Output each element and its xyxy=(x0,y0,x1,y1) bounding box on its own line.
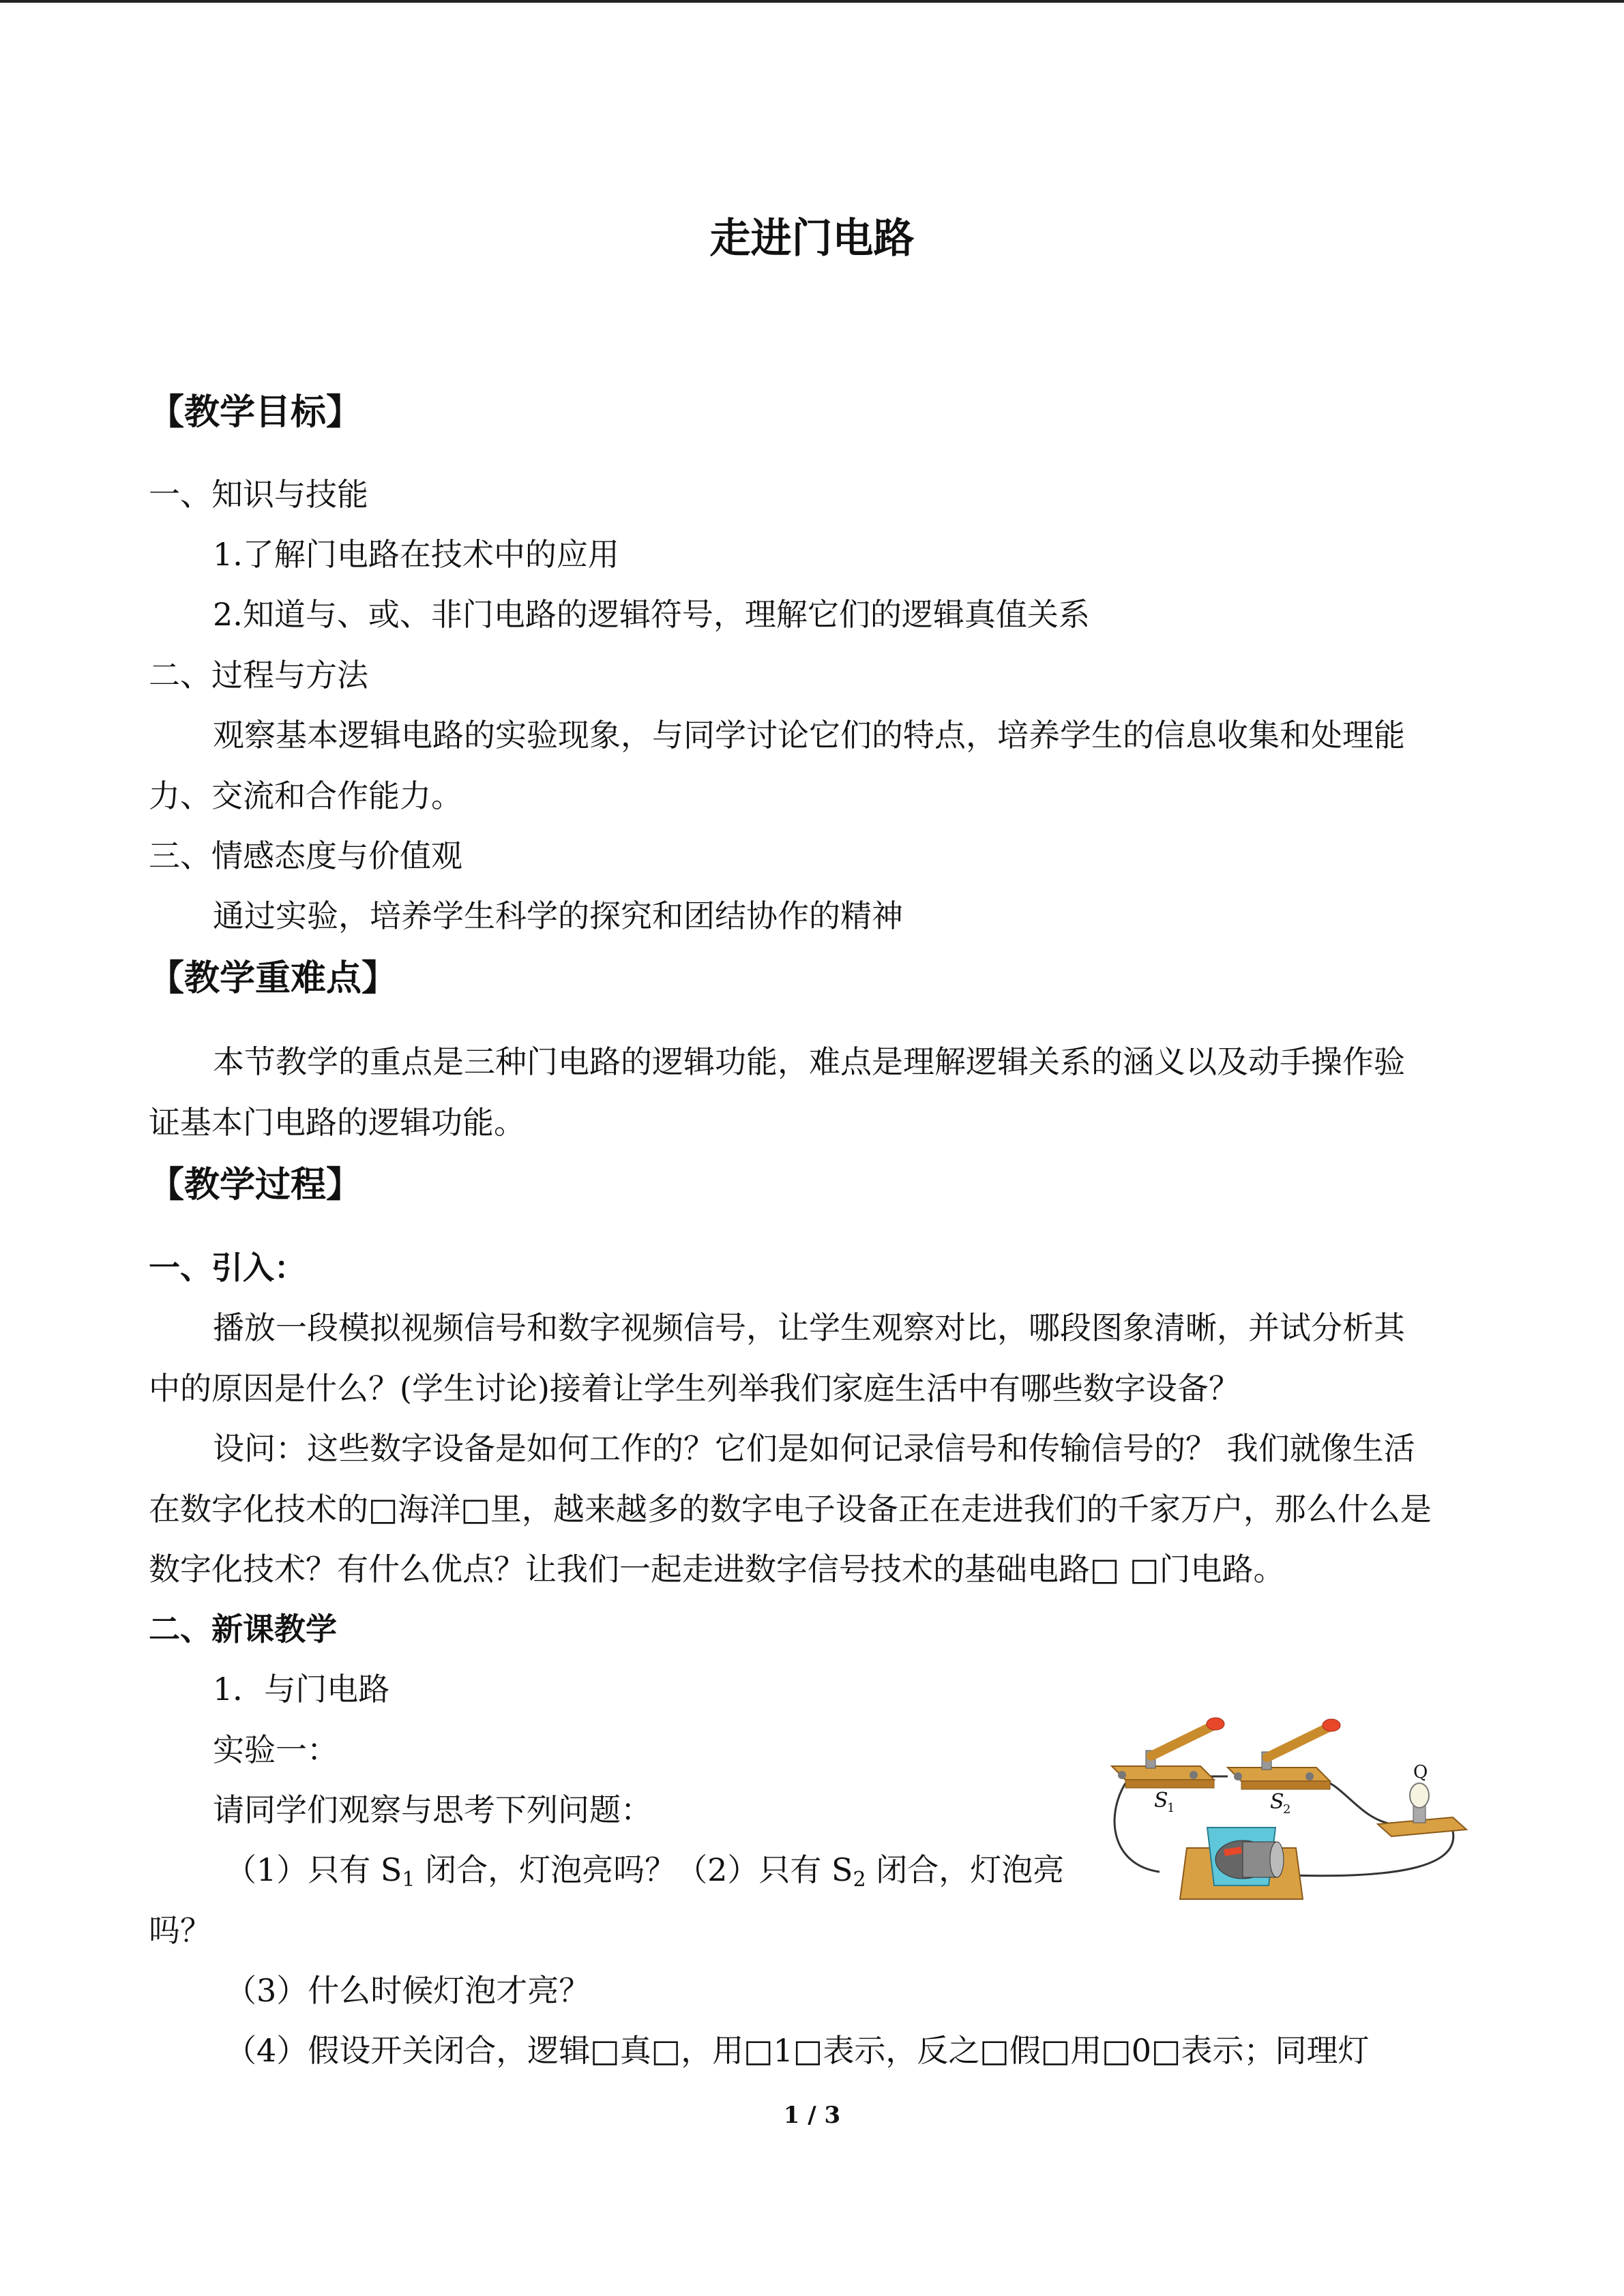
question-1-2 xyxy=(225,1849,1064,1890)
section-heading-goals: 【教学目标】 xyxy=(149,392,362,433)
label-s1-sub: 1 xyxy=(1167,1801,1175,1815)
goals-paragraph-1b: 力、交流和合作能力。 xyxy=(149,777,462,814)
experiment-1-label: 实验一： xyxy=(213,1731,338,1768)
process-intro-line-2c: 数字化技术？有什么优点？让我们一起走进数字信号技术的基础电路□ □门电路。 xyxy=(149,1551,1285,1587)
question-1-2-end: 吗？ xyxy=(149,1912,211,1949)
label-s2: S xyxy=(1270,1790,1284,1814)
page-number: 1 / 3 xyxy=(783,2102,841,2129)
observe-prompt: 请同学们观察与思考下列问题： xyxy=(213,1791,652,1828)
q1-text-post: 闭合，灯泡亮 xyxy=(866,1851,1065,1888)
goals-heading-knowledge: 一、知识与技能 xyxy=(149,476,368,513)
q1-text-pre: （1）只有 S xyxy=(225,1851,402,1888)
section-heading-key-points: 【教学重难点】 xyxy=(149,958,398,999)
and-gate-circuit-figure xyxy=(1098,1701,1480,1913)
process-intro-heading: 一、引入： xyxy=(149,1249,306,1286)
label-q: Q xyxy=(1413,1762,1428,1783)
q1-subscript-1: 1 xyxy=(402,1868,415,1892)
q1-subscript-2: 2 xyxy=(853,1868,866,1892)
section-heading-process: 【教学过程】 xyxy=(149,1165,362,1206)
process-new-lesson-heading: 二、新课教学 xyxy=(149,1611,337,1648)
process-intro-line-1b: 中的原因是什么？(学生讨论)接着让学生列举我们家庭生活中有哪些数字设备？ xyxy=(149,1370,1240,1407)
circuit-illustration xyxy=(1098,1701,1480,1913)
q1-text-mid: 闭合，灯泡亮吗？（2）只有 S xyxy=(415,1851,853,1888)
and-gate-heading: 1．与门电路 xyxy=(213,1671,390,1708)
process-intro-line-1a: 播放一段模拟视频信号和数字视频信号，让学生观察对比，哪段图象清晰，并试分析其 xyxy=(213,1309,1405,1346)
label-s1: S xyxy=(1154,1789,1168,1813)
label-s2-sub: 2 xyxy=(1283,1802,1291,1817)
question-3: （3）什么时候灯泡才亮？ xyxy=(225,1972,591,2009)
goals-item-1: 1.了解门电路在技术中的应用 xyxy=(213,536,619,573)
key-points-line-a: 本节教学的重点是三种门电路的逻辑功能，难点是理解逻辑关系的涵义以及动手操作验 xyxy=(213,1043,1405,1080)
goals-paragraph-2: 通过实验，培养学生科学的探究和团结协作的精神 xyxy=(213,897,903,934)
question-4: （4）假设开关闭合，逻辑□真□，用□1□表示，反之□假□用□0□表示；同理灯 xyxy=(225,2032,1370,2069)
page-title: 走进门电路 xyxy=(709,215,915,263)
goals-heading-values: 三、情感态度与价值观 xyxy=(149,837,462,874)
key-points-line-b: 证基本门电路的逻辑功能。 xyxy=(149,1104,525,1141)
process-intro-line-2a: 设问：这些数字设备是如何工作的？它们是如何记录信号和传输信号的？ 我们就像生活 xyxy=(213,1430,1415,1467)
goals-paragraph-1a: 观察基本逻辑电路的实验现象，与同学讨论它们的特点，培养学生的信息收集和处理能 xyxy=(213,717,1405,754)
goals-heading-process: 二、过程与方法 xyxy=(149,657,368,694)
process-intro-line-2b: 在数字化技术的□海洋□里，越来越多的数字电子设备正在走进我们的千家万户，那么什么是 xyxy=(149,1491,1432,1527)
goals-item-2: 2.知道与、或、非门电路的逻辑符号，理解它们的逻辑真值关系 xyxy=(213,596,1090,633)
